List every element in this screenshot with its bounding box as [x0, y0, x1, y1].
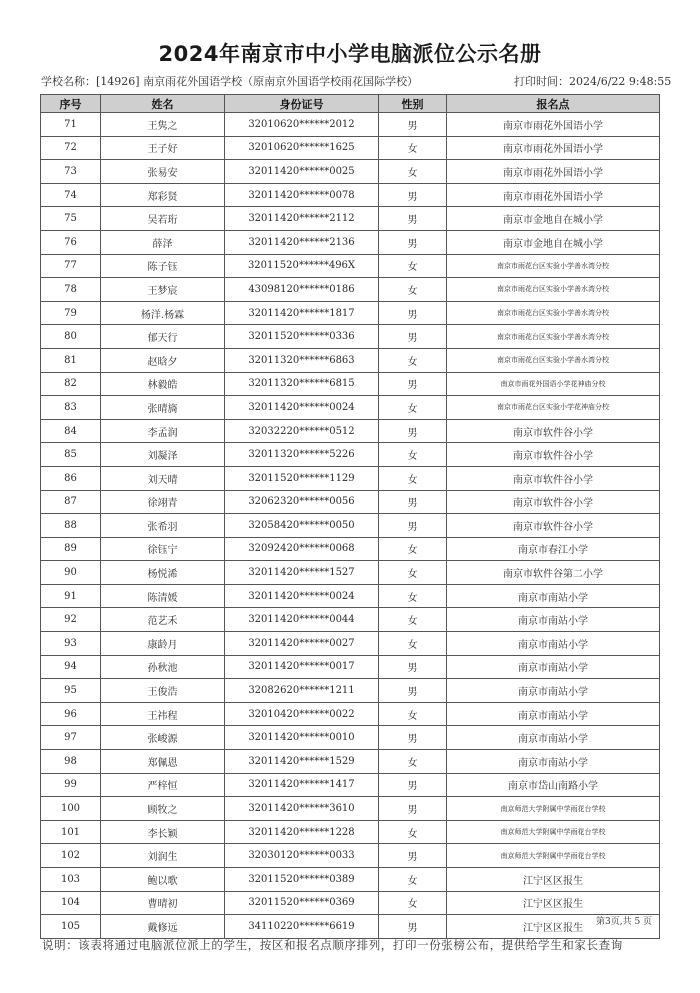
- registration-site: 南京市雨花台区实验小学善水湾分校: [447, 325, 660, 349]
- gender: 男: [379, 726, 447, 750]
- registration-site: 南京市雨花外国语小学花神庙分校: [447, 372, 660, 396]
- registration-site: 南京市软件谷小学: [447, 490, 660, 514]
- page-title: 2024年南京市中小学电脑派位公示名册: [158, 42, 542, 66]
- id-number: 32011420******2136: [225, 230, 379, 254]
- row-number: 83: [41, 396, 101, 420]
- gender: 女: [379, 254, 447, 278]
- table-row: [41, 820, 660, 844]
- registration-site: 南京市南站小学: [447, 608, 660, 632]
- id-number: 32011420******0078: [225, 183, 379, 207]
- gender: 女: [379, 820, 447, 844]
- student-name: 郑佩恩: [101, 750, 225, 774]
- registration-site: 南京师范大学附属中学雨花台学校: [447, 820, 660, 844]
- table-row: [41, 348, 660, 372]
- gender: 女: [379, 750, 447, 774]
- row-number: 99: [41, 773, 101, 797]
- gender: 男: [379, 419, 447, 443]
- table-row: [41, 443, 660, 467]
- id-number: 32011420******0044: [225, 608, 379, 632]
- id-number: 32011420******0024: [225, 584, 379, 608]
- table-row: [41, 466, 660, 490]
- table-row: [41, 655, 660, 679]
- student-name: 张易安: [101, 160, 225, 184]
- row-number: 93: [41, 632, 101, 656]
- gender: 男: [379, 207, 447, 231]
- registration-site: 南京市软件谷小学: [447, 419, 660, 443]
- student-name: 王隽之: [101, 113, 225, 137]
- table-row: [41, 207, 660, 231]
- registration-site: 南京市南站小学: [447, 726, 660, 750]
- student-name: 张希羽: [101, 514, 225, 538]
- gender: 女: [379, 466, 447, 490]
- table-row: [41, 632, 660, 656]
- student-name: 徐钰宁: [101, 537, 225, 561]
- row-number: 81: [41, 348, 101, 372]
- row-number: 103: [41, 868, 101, 892]
- student-name: 严梓恒: [101, 773, 225, 797]
- registration-site: 南京市雨花台区实验小学善水湾分校: [447, 278, 660, 302]
- table-row: [41, 230, 660, 254]
- id-number: 32011420******1817: [225, 301, 379, 325]
- registration-site: 南京市南站小学: [447, 702, 660, 726]
- gender: 男: [379, 325, 447, 349]
- id-number: 32011420******0027: [225, 632, 379, 656]
- id-number: 32011320******6863: [225, 348, 379, 372]
- table-row: [41, 608, 660, 632]
- id-number: 32011320******6815: [225, 372, 379, 396]
- student-name: 王梦宸: [101, 278, 225, 302]
- student-name: 李长颖: [101, 820, 225, 844]
- id-number: 32011420******0025: [225, 160, 379, 184]
- student-name: 陈清媛: [101, 584, 225, 608]
- student-name: 顾牧之: [101, 797, 225, 821]
- row-number: 98: [41, 750, 101, 774]
- registration-site: 南京市南站小学: [447, 632, 660, 656]
- gender: 男: [379, 844, 447, 868]
- student-name: 薛泽: [101, 230, 225, 254]
- row-number: 91: [41, 584, 101, 608]
- table-row: [41, 372, 660, 396]
- row-number: 77: [41, 254, 101, 278]
- table-row: [41, 183, 660, 207]
- id-number: 32058420******0050: [225, 514, 379, 538]
- registration-site: 南京市雨花外国语小学: [447, 183, 660, 207]
- row-number: 104: [41, 891, 101, 915]
- gender: 男: [379, 372, 447, 396]
- col-header-name: 姓名: [101, 95, 225, 113]
- registration-site: 南京市软件谷小学: [447, 514, 660, 538]
- gender: 女: [379, 443, 447, 467]
- id-number: 32011420******1529: [225, 750, 379, 774]
- student-name: 赵晗夕: [101, 348, 225, 372]
- registration-site: 南京市南站小学: [447, 584, 660, 608]
- gender: 女: [379, 632, 447, 656]
- id-number: 32032220******0512: [225, 419, 379, 443]
- student-table: [40, 94, 660, 939]
- id-number: 32011520******0336: [225, 325, 379, 349]
- row-number: 100: [41, 797, 101, 821]
- gender: 女: [379, 348, 447, 372]
- student-name: 刘天晴: [101, 466, 225, 490]
- gender: 女: [379, 396, 447, 420]
- gender: 女: [379, 608, 447, 632]
- col-header-gender: 性别: [379, 95, 447, 113]
- registration-site: 南京市雨花台区实验小学善水湾分校: [447, 348, 660, 372]
- row-number: 102: [41, 844, 101, 868]
- gender: 女: [379, 160, 447, 184]
- student-name: 王俊浩: [101, 679, 225, 703]
- id-number: 32011520******0389: [225, 868, 379, 892]
- registration-site: 南京市南站小学: [447, 750, 660, 774]
- id-number: 32010620******2012: [225, 113, 379, 137]
- table-row: [41, 561, 660, 585]
- gender: 男: [379, 230, 447, 254]
- row-number: 92: [41, 608, 101, 632]
- gender: 女: [379, 537, 447, 561]
- col-header-no: 序号: [41, 95, 101, 113]
- row-number: 78: [41, 278, 101, 302]
- registration-site: 南京市南站小学: [447, 679, 660, 703]
- table-row: [41, 419, 660, 443]
- student-name: 鲍以歌: [101, 868, 225, 892]
- row-number: 97: [41, 726, 101, 750]
- gender: 男: [379, 514, 447, 538]
- row-number: 84: [41, 419, 101, 443]
- registration-site: 南京市雨花台区实验小学善水湾分校: [447, 301, 660, 325]
- table-row: [41, 679, 660, 703]
- registration-site: 南京市雨花台区实验小学善水湾分校: [447, 254, 660, 278]
- table-row: [41, 113, 660, 137]
- gender: 男: [379, 679, 447, 703]
- table-row: [41, 773, 660, 797]
- student-name: 吴若珩: [101, 207, 225, 231]
- table-row: [41, 514, 660, 538]
- row-number: 85: [41, 443, 101, 467]
- table-row: [41, 136, 660, 160]
- table-row: [41, 584, 660, 608]
- id-number: 32011420******1417: [225, 773, 379, 797]
- gender: 女: [379, 278, 447, 302]
- student-name: 范艺禾: [101, 608, 225, 632]
- student-name: 孙秋池: [101, 655, 225, 679]
- id-number: 32010420******0022: [225, 702, 379, 726]
- student-name: 刘凝泽: [101, 443, 225, 467]
- gender: 男: [379, 655, 447, 679]
- id-number: 32011520******1129: [225, 466, 379, 490]
- registration-site: 南京市雨花外国语小学: [447, 136, 660, 160]
- id-number: 32011520******0369: [225, 891, 379, 915]
- row-number: 80: [41, 325, 101, 349]
- table-row: [41, 797, 660, 821]
- table-row: [41, 750, 660, 774]
- student-name: 张峻源: [101, 726, 225, 750]
- registration-site: 江宁区区报生: [447, 891, 660, 915]
- id-number: 32082620******1211: [225, 679, 379, 703]
- student-name: 康龄月: [101, 632, 225, 656]
- row-number: 74: [41, 183, 101, 207]
- gender: 男: [379, 113, 447, 137]
- col-header-site: 报名点: [447, 95, 660, 113]
- row-number: 95: [41, 679, 101, 703]
- table-row: [41, 254, 660, 278]
- id-number: 32011420******1527: [225, 561, 379, 585]
- print-time: 打印时间：2024/6/22 9:48:55: [514, 75, 672, 88]
- row-number: 75: [41, 207, 101, 231]
- gender: 女: [379, 561, 447, 585]
- gender: 女: [379, 868, 447, 892]
- registration-site: 南京市雨花外国语小学: [447, 113, 660, 137]
- id-number: 32062320******0056: [225, 490, 379, 514]
- gender: 男: [379, 773, 447, 797]
- id-number: 43098120******0186: [225, 278, 379, 302]
- row-number: 105: [41, 915, 101, 939]
- student-name: 徐翊青: [101, 490, 225, 514]
- row-number: 72: [41, 136, 101, 160]
- gender: 男: [379, 797, 447, 821]
- registration-site: 南京市岱山南路小学: [447, 773, 660, 797]
- table-row: [41, 325, 660, 349]
- gender: 男: [379, 915, 447, 939]
- row-number: 90: [41, 561, 101, 585]
- id-number: 32011420******0010: [225, 726, 379, 750]
- gender: 女: [379, 702, 447, 726]
- student-name: 林毅皓: [101, 372, 225, 396]
- page-number: 第3页,共 5 页: [596, 917, 653, 927]
- id-number: 32011420******2112: [225, 207, 379, 231]
- table-row: [41, 396, 660, 420]
- row-number: 87: [41, 490, 101, 514]
- row-number: 71: [41, 113, 101, 137]
- registration-site: 南京市软件谷小学: [447, 466, 660, 490]
- registration-site: 南京市金地自在城小学: [447, 207, 660, 231]
- table-row: [41, 537, 660, 561]
- registration-site: 南京市金地自在城小学: [447, 230, 660, 254]
- registration-site: 南京市南站小学: [447, 655, 660, 679]
- row-number: 86: [41, 466, 101, 490]
- registration-site: 南京市雨花台区实验小学花神庙分校: [447, 396, 660, 420]
- table-row: [41, 915, 660, 939]
- row-number: 88: [41, 514, 101, 538]
- gender: 男: [379, 301, 447, 325]
- id-number: 32011520******496X: [225, 254, 379, 278]
- student-name: 郁天行: [101, 325, 225, 349]
- row-number: 96: [41, 702, 101, 726]
- registration-site: 南京市雨花外国语小学: [447, 160, 660, 184]
- gender: 女: [379, 891, 447, 915]
- id-number: 32011420******3610: [225, 797, 379, 821]
- row-number: 94: [41, 655, 101, 679]
- gender: 男: [379, 183, 447, 207]
- student-name: 张晴旖: [101, 396, 225, 420]
- row-number: 76: [41, 230, 101, 254]
- row-number: 73: [41, 160, 101, 184]
- student-name: 戴修远: [101, 915, 225, 939]
- id-number: 32011320******5226: [225, 443, 379, 467]
- student-name: 王祎程: [101, 702, 225, 726]
- gender: 女: [379, 136, 447, 160]
- student-name: 杨悦浠: [101, 561, 225, 585]
- table-row: [41, 844, 660, 868]
- table-row: [41, 278, 660, 302]
- gender: 男: [379, 490, 447, 514]
- student-name: 刘润生: [101, 844, 225, 868]
- student-name: 王子好: [101, 136, 225, 160]
- registration-site: 江宁区区报生: [447, 915, 660, 939]
- student-name: 陈子钰: [101, 254, 225, 278]
- registration-site: 南京师范大学附属中学雨花台学校: [447, 797, 660, 821]
- id-number: 32030120******0033: [225, 844, 379, 868]
- row-number: 89: [41, 537, 101, 561]
- table-row: [41, 891, 660, 915]
- id-number: 32011420******0024: [225, 396, 379, 420]
- registration-site: 江宁区区报生: [447, 868, 660, 892]
- table-row: [41, 490, 660, 514]
- id-number: 32011420******0017: [225, 655, 379, 679]
- student-name: 郑彩贤: [101, 183, 225, 207]
- id-number: 32011420******1228: [225, 820, 379, 844]
- registration-site: 南京市软件谷小学: [447, 443, 660, 467]
- registration-site: 南京市春江小学: [447, 537, 660, 561]
- table-row: [41, 160, 660, 184]
- id-number: 32092420******0068: [225, 537, 379, 561]
- school-name: 学校名称：[14926] 南京雨花外国语学校（原南京外国语学校雨花国际学校）: [41, 75, 419, 88]
- registration-site: 南京市软件谷第二小学: [447, 561, 660, 585]
- table-row: [41, 868, 660, 892]
- student-name: 杨洋.杨霖: [101, 301, 225, 325]
- table-header-row: [41, 95, 660, 113]
- table-row: [41, 702, 660, 726]
- row-number: 82: [41, 372, 101, 396]
- id-number: 34110220******6619: [225, 915, 379, 939]
- id-number: 32010620******1625: [225, 136, 379, 160]
- table-row: [41, 726, 660, 750]
- gender: 女: [379, 584, 447, 608]
- footnote: 说明：该表将通过电脑派位派上的学生，按区和报名点顺序排列，打印一份张榜公布，提供给学生和家长查询: [42, 938, 623, 952]
- registration-site: 南京师范大学附属中学雨花台学校: [447, 844, 660, 868]
- table-row: [41, 301, 660, 325]
- row-number: 101: [41, 820, 101, 844]
- student-name: 曹晴初: [101, 891, 225, 915]
- student-name: 李孟润: [101, 419, 225, 443]
- col-header-id: 身份证号: [225, 95, 379, 113]
- row-number: 79: [41, 301, 101, 325]
